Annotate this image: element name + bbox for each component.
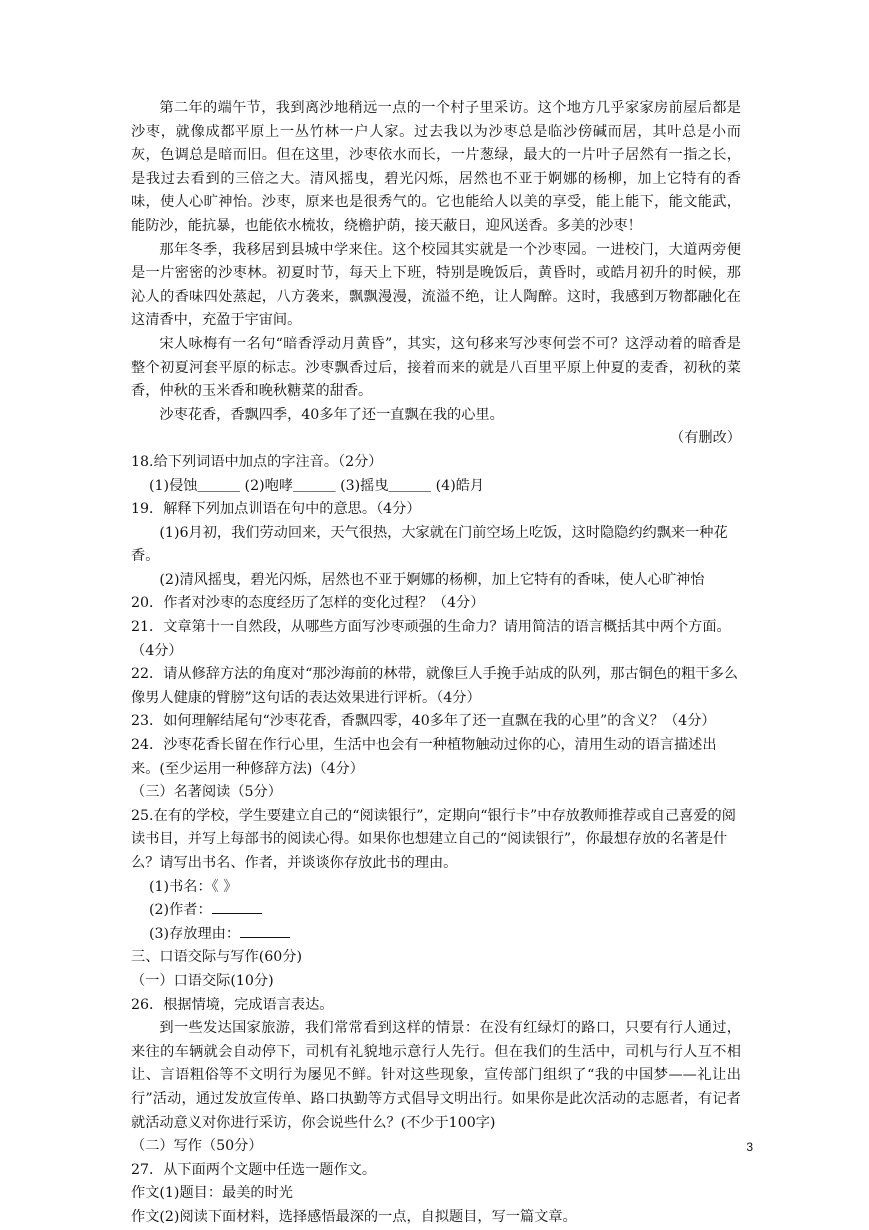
question-18-items: (1)侵蚀＿＿＿ (2)咆哮＿＿＿ (3)摇曳＿＿＿ (4)皓月 xyxy=(149,477,485,494)
passage-paragraph: 宋人咏梅有一名句“暗香浮动月黄昏”，其实，这句移来写沙枣何尝不可？这浮动着的暗香是整个初夏河套平原的标志。沙枣飘香过后，接着而来的就是八百里平原上仲夏的麦香，初秋的菜香，仲秋的玉米香和晚秋糖菜的甜香。 xyxy=(131,335,741,400)
document-page xyxy=(131,97,741,1230)
question-25-item-1: (1)书名：《 》 xyxy=(149,878,238,895)
question-18: 18.给下列词语中加点的字注音。（2分） xyxy=(131,453,383,470)
question-26-text: 到一些发达国家旅游，我们常常看到这样的情景：在没有红绿灯的路口，只要有行人通过，来往的车辆就会自动停下，司机有礼貌地示意行人先行。但在我们的生活中，司机与行人互不相让、言语粗俗等不文明行为屡见不鲜。针对这些现象，宣传部门组织了“我的中国梦——礼让出行”活动，通过发放宣传单、路口执勤等方式倡导文明出行。如果你是此次活动的志愿者，有记者就活动意义对你进行采访，你会说些什么？(不少于100字) xyxy=(131,1020,741,1131)
question-27-option-2: 作文(2)阅读下面材料，选择感悟最深的一点，自拟题目，写一篇文章。 xyxy=(131,1208,577,1225)
section-heading: （二）写作（50分） xyxy=(131,1138,263,1155)
question-24: 24．沙枣花香长留在作行心里，生活中也会有一种植物触动过你的心，清用生动的语言描述出来。(至少运用一种修辞方法)（4分） xyxy=(131,737,717,777)
question-25-item-3: (3)存放理由： xyxy=(149,923,741,947)
question-20: 20．作者对沙枣的态度经历了怎样的变化过程？（4分） xyxy=(131,595,485,612)
question-19-item-1: (1)6月初，我们劳动回来，天气很热，大家就在门前空场上吃饭，这时隐隐约约飘来一种花香。 xyxy=(131,524,728,565)
answer-blank xyxy=(212,899,262,914)
question-26: 26．根据情境，完成语言表达。 xyxy=(131,996,334,1013)
question-19: 19．解释下列加点训语在句中的意思。（4分） xyxy=(131,501,421,518)
question-23: 23．如何理解结尾句“沙枣花香，香飘四零，40多年了还一直飘在我的心里”的含义？（4分） xyxy=(131,713,716,730)
question-25-item-2: (2)作者： xyxy=(149,899,741,923)
passage-paragraph: 那年冬季，我移居到县城中学来住。这个校园其实就是一个沙枣园。一进校门，大道两旁便是一片密密的沙枣林。初夏时节，每天上下班，特别是晚饭后，黄昏时，或皓月初升的时候，那沁人的香味四处蒸起，八方袭来，飘飘漫漫，流溢不绝，让人陶醉。这时，我感到万物都融化在这清香中，充盈于宇宙间。 xyxy=(131,241,741,329)
passage-paragraph: 第二年的端午节，我到离沙地稍远一点的一个村子里采访。这个地方几乎家家房前屋后都是沙枣，就像成都平原上一丛竹林一户人家。过去我以为沙枣总是临沙傍碱而居，其叶总是小而灰，色调总是暗而旧。但在这里，沙枣依水而长，一片葱绿，最大的一片叶子居然有一指之长，是我过去看到的三倍之大。清风摇曳，碧光闪烁，居然也不亚于婀娜的杨柳，加上它特有的香味，使人心旷神怡。沙枣，原来也是很秀气的。它也能给人以美的享受，能上能下，能文能武，能防沙，能抗暴，也能依水梳妆，绕檐护荫，接天蔽日，迎风送香。多美的沙枣！ xyxy=(131,100,741,234)
question-21: 21．文章第十一自然段，从哪些方面写沙枣顽强的生命力？请用简洁的语言概括其中两个方面。（4分） xyxy=(131,619,731,659)
part-heading: 三、口语交际与写作(60分) xyxy=(131,949,302,966)
passage-paragraph: 沙枣花香，香飘四季，40多年了还一直飘在我的心里。 xyxy=(159,406,504,423)
section-heading: （三）名著阅读（5分） xyxy=(131,784,282,801)
section-heading: （一）口语交际(10分) xyxy=(131,972,274,989)
source-note: （有删改） xyxy=(670,430,741,447)
answer-blank xyxy=(240,923,290,938)
question-27-option-1: 作文(1)题目：最美的时光 xyxy=(131,1185,293,1202)
question-22: 22．请从修辞方法的角度对“那沙海前的林带，就像巨人手挽手站成的队列，那古铜色的粗干多么像男人健康的臂膀”这句话的表达效果进行评析。（4分） xyxy=(131,666,738,706)
page-number: 3 xyxy=(746,1140,753,1154)
question-25: 25.在有的学校，学生要建立自己的“阅读银行”，定期向“银行卡”中存放教师推荐或自己喜爱的阅读书目，并写上每部书的阅读心得。如果你也想建立自己的“阅读银行”，你最想存放的名著是什么？请写出书名、作者，并谈谈你存放此书的理由。 xyxy=(131,807,736,871)
question-27: 27．从下面两个文题中任选一题作文。 xyxy=(131,1161,377,1178)
question-19-item-2: (2)清风摇曳，碧光闪烁，居然也不亚于婀娜的杨柳，加上它特有的香味，使人心旷神怡 xyxy=(159,571,705,588)
